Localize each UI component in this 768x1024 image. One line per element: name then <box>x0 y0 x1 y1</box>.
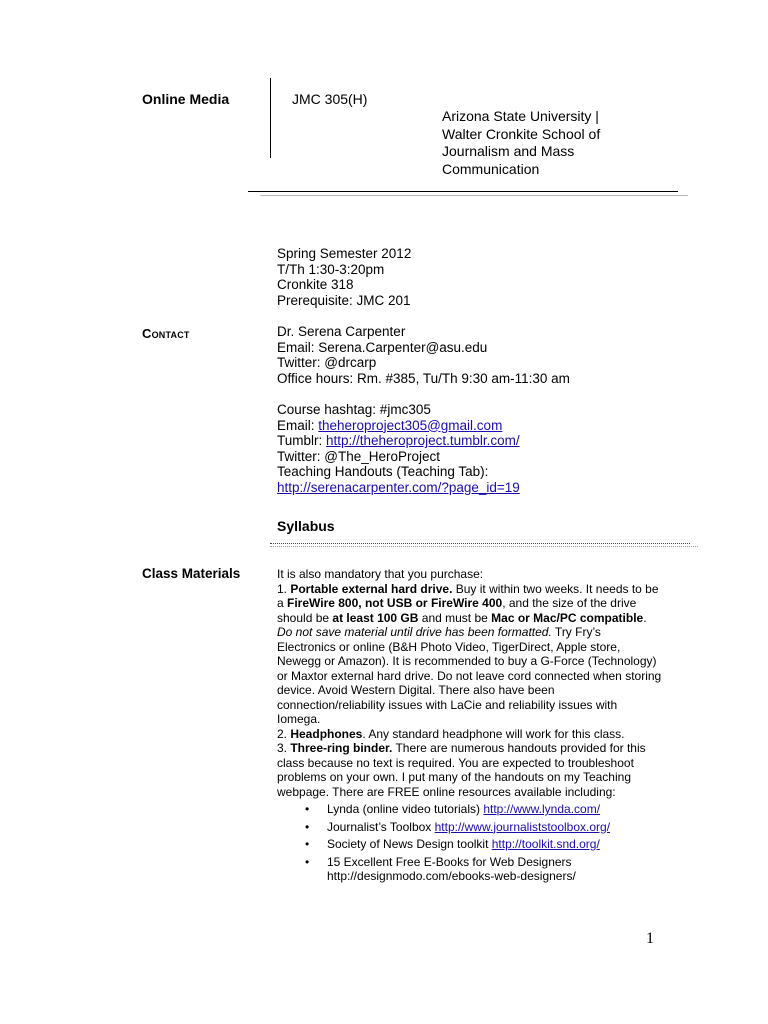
instructor-email: Email: Serena.Carpenter@asu.edu <box>277 339 488 355</box>
list-item: • Society of News Design toolkit http://toolkit.snd.org/ <box>305 837 600 851</box>
course-email-link[interactable]: theheroproject305@gmail.com <box>318 417 503 433</box>
institution-line: Arizona State University | <box>442 108 599 124</box>
contact-label-first: C <box>142 326 152 341</box>
schedule-line: Cronkite 318 <box>277 277 354 293</box>
header-rule-shadow <box>260 195 688 196</box>
schedule-block <box>277 246 411 308</box>
syllabus-rule <box>270 543 690 544</box>
lynda-link[interactable]: http://www.lynda.com/ <box>483 802 601 816</box>
instructor-name: Dr. Serena Carpenter <box>277 324 406 339</box>
materials-item-3: 3. Three-ring binder. There are numerous handouts provided for this class because no text is required. You are expected to troubleshoot problems on your own. I put many of the handouts on my Teaching webpage. There are FREE online resources available including: <box>277 741 646 799</box>
office-hours: Office hours: Rm. #385, Tu/Th 9:30 am-11:30 am <box>277 370 570 386</box>
materials-intro: It is also mandatory that you purchase: <box>277 567 484 581</box>
institution-line: Journalism and Mass <box>442 143 575 159</box>
list-item: • 15 Excellent Free E-Books for Web Designers http://designmodo.com/ebooks-web-designers/ <box>305 854 576 883</box>
schedule-line: T/Th 1:30-3:20pm <box>277 261 385 277</box>
tumblr-row: Tumblr: http://theheroproject.tumblr.com/ <box>277 433 520 449</box>
syllabus-heading: Syllabus <box>277 518 335 534</box>
institution-block <box>442 108 600 178</box>
journalists-toolbox-link[interactable]: http://www.journaliststoolbox.org/ <box>434 819 611 834</box>
course-code: JMC 305(H) <box>292 91 368 107</box>
materials-item-2: 2. Headphones. Any standard headphone will work for this class. <box>277 726 625 741</box>
contact-label-rest: ONTACT <box>151 330 190 340</box>
header-rule <box>248 191 678 192</box>
instructor-twitter: Twitter: @drcarp <box>277 355 377 371</box>
page-number: 1 <box>646 930 654 947</box>
materials-item-1: 1. Portable external hard drive. Buy it within two weeks. It needs to be a FireWire 800, not USB or FireWire 400, and the size of the drive should be at least 100 GB and must be Mac or Mac/PC compatible. Do not save material until drive has been formatted. Try Fry’s Electronics or online (B&H Photo Video, TigerDirect, Apple store, Newegg or Amazon). It is recommended to buy a G-Force (Technology) or Maxtor external hard drive. Do not leave cord connected when storing device. Avoid Western Digital. There also have been connection/reliability issues with LaCie and reliability issues with Iomega. <box>277 581 662 726</box>
resource-list <box>277 802 662 884</box>
course-hashtag: Course hashtag: #jmc305 <box>277 401 431 417</box>
institution-line: Walter Cronkite School of <box>442 125 601 142</box>
list-item: • Journalist’s Toolbox http://www.journaliststoolbox.org/ <box>305 819 611 834</box>
list-item: • Lynda (online video tutorials) http://www.lynda.com/ <box>305 802 601 816</box>
course-name: Online Media <box>142 91 230 107</box>
handouts-label: Teaching Handouts (Teaching Tab): <box>277 464 489 480</box>
tumblr-link[interactable]: http://theheroproject.tumblr.com/ <box>326 433 520 449</box>
course-twitter: Twitter: @The_HeroProject <box>277 448 441 464</box>
class-materials-label: Class Materials <box>142 566 241 581</box>
syllabus-rule-shadow <box>270 546 698 547</box>
course-email-row: Email: theheroproject305@gmail.com <box>277 417 503 433</box>
contact-block <box>277 324 570 496</box>
schedule-line: Spring Semester 2012 <box>277 246 412 261</box>
contact-label <box>142 326 190 341</box>
institution-line: Communication <box>442 160 540 177</box>
schedule-line: Prerequisite: JMC 201 <box>277 292 411 308</box>
header-vertical-rule <box>270 78 271 158</box>
snd-toolkit-link[interactable]: http://toolkit.snd.org/ <box>491 837 600 851</box>
handouts-link[interactable]: http://serenacarpenter.com/?page_id=19 <box>277 479 520 495</box>
materials-body <box>277 567 662 887</box>
